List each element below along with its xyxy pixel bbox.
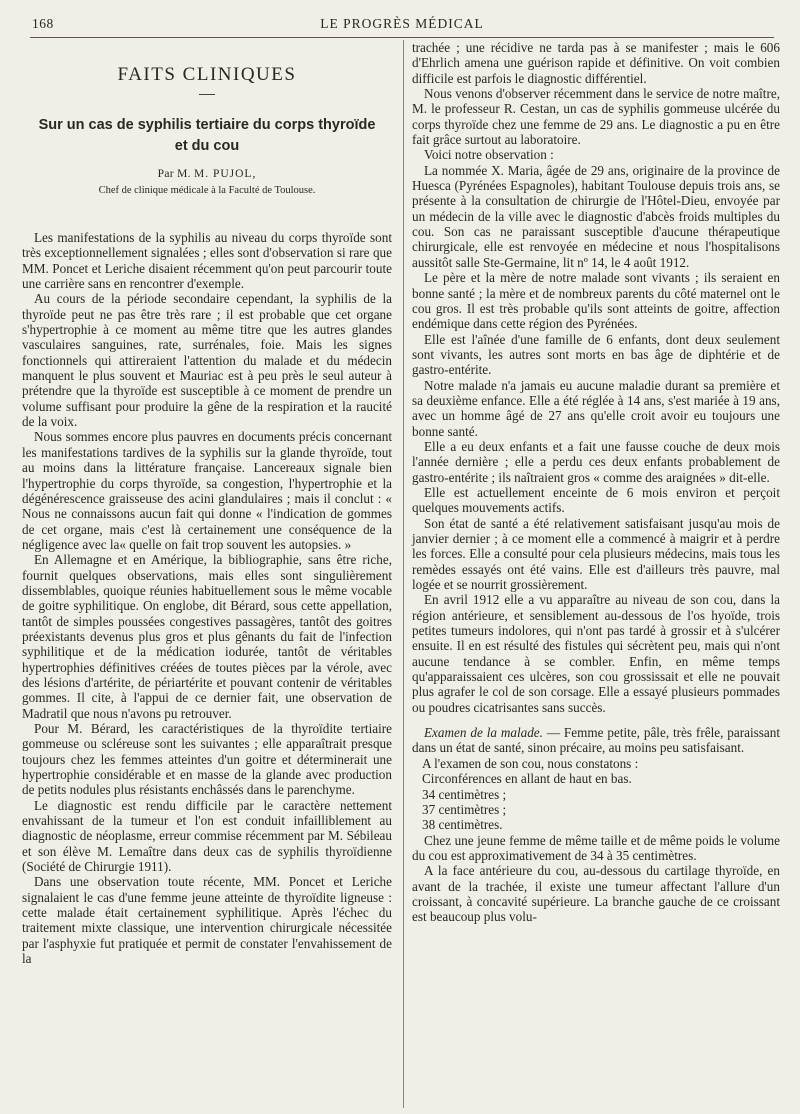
- paragraph: Les manifestations de la syphilis au niveau du corps thyroïde sont très exceptionnellement signalées ; elles sont d'observation si rare que MM. Poncet et Leriche disaient récemment qu'on peut parcourir toute une carrière sans en rencontrer d'exemple.: [22, 230, 392, 292]
- left-body: [22, 230, 392, 967]
- measure-item: 38 centimètres.: [422, 817, 503, 833]
- paragraph: Nous venons d'observer récemment dans le service de notre maître, M. le professeur R. Cestan, un cas de syphilis gommeuse ulcérée du corps thyroïde chez une femme de 29 ans. Le diagnostic a pu en être fait grâce surtout au laboratoire.: [412, 86, 780, 148]
- author-name: M. PUJOL,: [193, 168, 257, 180]
- byline-prefix: Par M.: [157, 168, 191, 180]
- paragraph: Elle a eu deux enfants et a fait une fausse couche de deux mois l'année dernière ; elle a perdu ces deux enfants probablement de gastro-entérite ; ils naîtraient gros « comme des araignées » dit-elle.: [412, 438, 780, 485]
- exam-label: Examen de la malade.: [424, 725, 543, 741]
- paragraph: A la face antérieure du cou, au-dessous du cartilage thyroïde, en avant de la trachée, il existe une tumeur affectant l'allure d'un croissant, à concavité supérieure. La branche gauche de ce croissant est beaucoup plus volu-: [412, 863, 780, 925]
- paragraph: Son état de santé a été relativement satisfaisant jusqu'au mois de janvier dernier ; à ce moment elle a commencé à maigrir et à perdre les forces. Elle a consulté pour cela plusieurs médecins, mais tous les remèdes essayés ont été vains. Elle est d'ailleurs très pauvre, mal logée et se nourrit grossièrement.: [412, 515, 780, 593]
- paragraph: Dans une observation toute récente, MM. Poncet et Leriche signalaient le cas d'une femme jeune atteinte de thyroïdite ligneuse : cette malade était certainement syphilitique. Après l'échec du traitement mixte classique, une intervention chirurgicale nécessitée par l'asphyxie fut pratiquée et permit de constater l'envahissement de la: [22, 874, 392, 967]
- paragraph-gap: [412, 715, 780, 725]
- paragraph: En avril 1912 elle a vu apparaître au niveau de son cou, dans la région antérieure, et sensiblement au-dessous de l'os hyoïde, trois petites tumeurs indolores, qui n'ont pas tardé à grossir et à s'ulcérer ensuite. Il en est résulté des fistules qui sécrètent peu, mais qui n'ont aucune tendance à se combler. Enfin, en même temps qu'apparaissaient ces ulcères, son cou grossissait et elle ne pouvait plus agrafer le col de son corsage. Elle a essayé plusieurs pommades ou poudres cicatrisantes sans succès.: [412, 592, 780, 715]
- byline: [22, 168, 392, 180]
- section-title: FAITS CLINIQUES: [117, 64, 297, 85]
- exam-intro: A l'examen de son cou, nous constatons :: [422, 755, 639, 771]
- paragraph: Notre malade n'a jamais eu aucune maladie durant sa première et sa deuxième enfance. Elle a été réglée à 14 ans, s'est mariée à 19 ans, avec un homme âgé de 27 ans qu'elle croit avoir eu toujours une bonne santé.: [412, 377, 780, 439]
- paragraph: Elle est actuellement enceinte de 6 mois environ et perçoit quelques mouvements actifs.: [412, 484, 780, 516]
- paragraph: Elle est l'aînée d'une famille de 6 enfants, dont deux seulement sont vivants, les autres sont morts en bas âge de diphtérie et de gastro-entérite.: [412, 331, 780, 378]
- paragraph: Le diagnostic est rendu difficile par le caractère nettement envahissant de la tumeur et l'on est conduit infailliblement au diagnostic de néoplasme, erreur commise récemment par M. Sébileau et son élève M. Lemaître dans deux cas de syphilis thyroïdienne (Société de Chirurgie 1911).: [22, 797, 392, 875]
- measure-title: Circonférences en allant de haut en bas.: [422, 771, 632, 787]
- column-divider: [403, 40, 404, 1108]
- article-title-line-1: Sur un cas de syphilis tertiaire du corps thyroïde: [38, 117, 376, 133]
- article-title: [26, 115, 388, 157]
- measurements-list: [412, 756, 780, 833]
- paragraph: Chez une jeune femme de même taille et de même poids le volume du cou est approximativement de 34 à 35 centimètres.: [412, 832, 780, 863]
- author-affiliation: Chef de clinique médicale à la Faculté de Toulouse.: [98, 185, 316, 196]
- title-dash: [199, 94, 215, 95]
- paragraph: Au cours de la période secondaire cependant, la syphilis de la thyroïde peut ne pas être très rare ; il est probable que cet organe s'hypertrophie à ce moment au même titre que les autres glandes vasculaires sanguines, rate, surrénales, foie. Mais les signes fonctionnels qui attireraient l'attention du malade et du médecin manquent le plus souvent et Mauriac est à peu près le seul auteur à prétendre que la thyroïde est susceptible à ce moment de prendre un volume suffisant pour produire la gêne de la respiration et la raucité de la voix.: [22, 291, 392, 430]
- header-rule: [30, 37, 774, 38]
- paragraph: La nommée X. Maria, âgée de 29 ans, originaire de la province de Huesca (Pyrénées Espagnoles), habitant Toulouse depuis trois ans, se présente à la consultation de chirurgie de l'Hôtel-Dieu, envoyée par un médecin de la ville avec le diagnostic d'abcès froids multiples du cou. Son cas ne paraissant susceptible d'aucune thérapeutique chirurgicale, elle est renvoyée en médecine et nous l'hospitalisons aussitôt salle Ste-Germaine, lit nº 14, le 4 août 1912.: [412, 162, 780, 270]
- page-header: [32, 14, 772, 36]
- paragraph: Nous sommes encore plus pauvres en documents précis concernant les manifestations tardives de la syphilis sur la glande thyroïde, tout au moins dans la littérature française. Lancereaux signale bien l'hypertrophie du corps thyroïde, sa congestion, l'hypertrophie et la dégénérescence graisseuse des acini glandulaires ; mais il conclut : « Nous ne connaissons aucun fait qui donne « l'indication de gommes de cet organe, mais c'est là certainement une conséquence de la négligence avec la« quelle on fait trop souvent les autopsies. »: [22, 429, 392, 552]
- exam-paragraph: [412, 725, 780, 756]
- article-title-line-2: et du cou: [174, 138, 240, 154]
- paragraph: Voici notre observation :: [424, 147, 554, 163]
- paragraph: Pour M. Bérard, les caractéristiques de la thyroïdite tertiaire gommeuse ou scléreuse sont les suivantes ; elle apparaîtrait presque toujours chez les femmes atteintes d'un goitre et déterminerait une hypertrophie considérable et en masse de la glande avec production de petits nodules plus résistants enchâssés dans le parenchyme.: [22, 721, 392, 798]
- right-column: [412, 40, 780, 925]
- page-number: 168: [32, 16, 54, 31]
- exam-text: — Femme petite, pâle, très frêle, paraissant dans un état de santé, sinon précaire, au moins peu satisfaisant.: [412, 725, 780, 756]
- measure-item: 34 centimètres ;: [422, 786, 507, 802]
- paragraph: En Allemagne et en Amérique, la bibliographie, sans être riche, fournit quelques observations, mais elles sont singulièrement dissemblables, quoique réunies habituellement sous le même vocable de goitre syphilitique. On englobe, dit Bérard, sous cette appellation, tantôt de simples poussées congestives passagères, tantôt des goitres préexistants devenus plus gros et plus gênants du fait de l'infection syphilitique et de la médication iodurée, tantôt de véritables hypertrophies définitives créées de toutes pièces par la vérole, avec des lésions d'artérite, de périartérite et pouvant contenir de véritables gommes. Il cite, à l'appui de ce dernier fait, une observation de Madratil que nous n'avons pu retrouver.: [22, 552, 392, 721]
- running-title: LE PROGRÈS MÉDICAL: [320, 16, 484, 31]
- paragraph: trachée ; une récidive ne tarda pas à se manifester ; mais le 606 d'Ehrlich amena une guérison rapide et définitive. On voit combien difficile est parfois le diagnostic différentiel.: [412, 40, 780, 86]
- measure-item: 37 centimètres ;: [422, 801, 507, 817]
- paragraph: Le père et la mère de notre malade sont vivants ; ils seraient en bonne santé ; la mère et de nombreux parents du côté maternel ont le cou gros. Il est très probable qu'ils sont atteints de goitre, affection endémique dans cette région des Pyrénées.: [412, 270, 780, 332]
- left-column: [22, 44, 392, 967]
